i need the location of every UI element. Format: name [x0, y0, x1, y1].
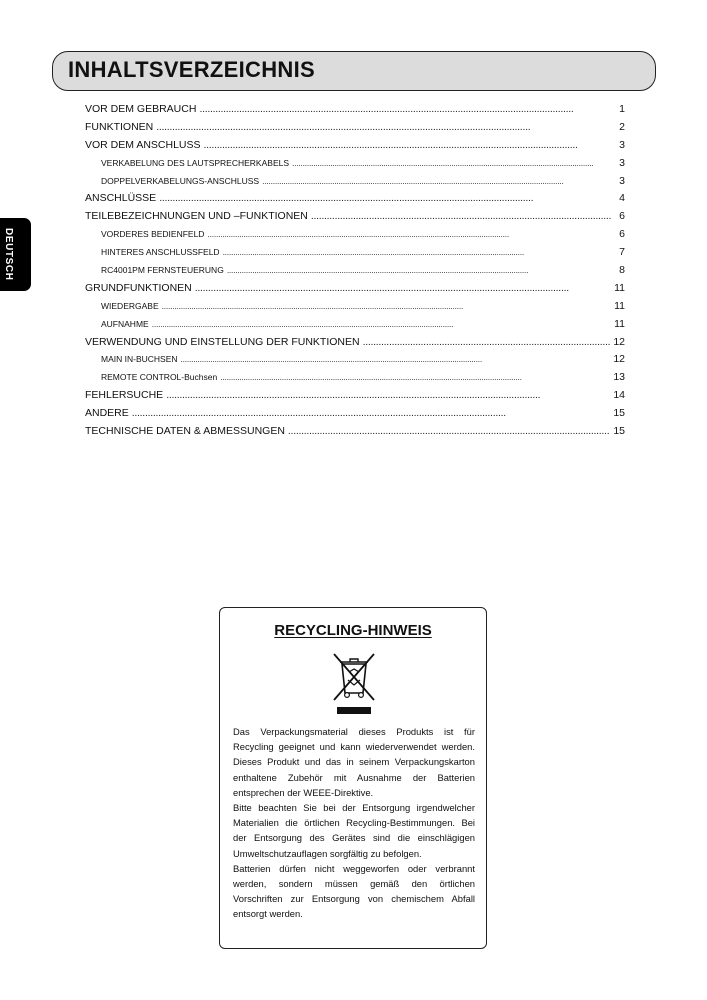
- toc-entry: [85, 351, 625, 369]
- toc-entry-label: MAIN IN-BUCHSEN: [101, 354, 178, 365]
- language-tab-label: DEUTSCH: [3, 228, 14, 281]
- toc-entry-label: VORDERES BEDIENFELD: [101, 229, 205, 240]
- toc-leader-dots: [207, 226, 612, 244]
- toc-entry-page: 15: [613, 425, 625, 438]
- toc-entry-page: 3: [619, 138, 625, 151]
- recycling-title: RECYCLING-HINWEIS: [274, 622, 432, 639]
- toc-entry-label: FEHLERSUCHE: [85, 389, 164, 402]
- toc-entry-label: FUNKTIONEN: [85, 120, 154, 133]
- toc-leader-dots: [292, 155, 612, 173]
- toc-entry-label: HINTERES ANSCHLUSSFELD: [101, 247, 220, 258]
- toc-leader-dots: [199, 101, 612, 119]
- toc-entry-label: TEILEBEZEICHNUNGEN UND –FUNKTIONEN: [85, 210, 308, 223]
- toc-entry: [85, 190, 625, 208]
- toc-entry: [85, 334, 625, 352]
- toc-entry-page: 11: [614, 281, 625, 294]
- toc-entry: [85, 226, 625, 244]
- toc-entry: [85, 137, 625, 155]
- table-of-contents: [85, 101, 625, 441]
- toc-entry-label: DOPPELVERKABELUNGS-ANSCHLUSS: [101, 175, 260, 186]
- title-bar: [52, 51, 656, 91]
- toc-entry-label: ANSCHLÜSSE: [85, 192, 157, 205]
- toc-leader-dots: [288, 423, 610, 441]
- toc-leader-dots: [166, 387, 610, 405]
- toc-leader-dots: [311, 208, 612, 226]
- toc-entry-page: 13: [613, 371, 625, 384]
- toc-entry-label: GRUNDFUNKTIONEN: [85, 281, 192, 294]
- toc-entry: [85, 101, 625, 119]
- crossed-out-wheelie-bin-icon: [329, 648, 379, 718]
- toc-entry-page: 7: [619, 246, 625, 259]
- toc-leader-dots: [162, 298, 611, 316]
- toc-entry-page: 12: [613, 353, 625, 366]
- toc-leader-dots: [363, 334, 611, 352]
- toc-entry-page: 8: [619, 264, 625, 277]
- toc-leader-dots: [195, 280, 611, 298]
- toc-entry-page: 4: [619, 192, 625, 205]
- toc-entry-label: WIEDERGABE: [101, 300, 159, 311]
- toc-entry: [85, 316, 625, 334]
- recycling-text: [233, 724, 475, 922]
- toc-entry-label: AUFNAHME: [101, 318, 149, 329]
- page-title: INHALTSVERZEICHNIS: [68, 57, 316, 82]
- toc-entry: [85, 155, 625, 173]
- toc-entry: [85, 208, 625, 226]
- toc-leader-dots: [227, 262, 612, 280]
- toc-entry-page: 1: [619, 103, 625, 115]
- toc-entry-label: TECHNISCHE DATEN & ABMESSUNGEN: [85, 425, 285, 438]
- recycling-paragraph: Bitte beachten Sie bei der Entsorgung irgendwelcher Materialien die örtlichen Recycling-Bestimmungen. Bei der Entsorgung des Gerätes sind die einschlägigen Umweltschutzauflagen sorgfältig zu befolgen.: [233, 802, 475, 859]
- toc-entry: [85, 369, 625, 387]
- toc-entry-label: VERKABELUNG DES LAUTSPRECHERKABELS: [101, 157, 290, 168]
- language-tab: [0, 218, 31, 291]
- toc-entry-page: 2: [619, 120, 625, 133]
- toc-entry: [85, 405, 625, 423]
- toc-entry-page: 3: [619, 156, 625, 169]
- toc-entry: [85, 244, 625, 262]
- toc-entry-page: 12: [613, 335, 625, 348]
- toc-entry-page: 6: [619, 210, 625, 223]
- toc-leader-dots: [181, 351, 611, 369]
- toc-entry-page: 3: [619, 174, 625, 187]
- toc-entry-label: VOR DEM ANSCHLUSS: [85, 138, 201, 151]
- toc-entry: [85, 298, 625, 316]
- recycling-paragraph: Das Verpackungsmaterial dieses Produkts ist für Recycling geeignet und kann wiederverwendet werden. Dieses Produkt und das in seinem Verpackungskarton enthaltene Zubehör mit Ausnahme der Batterien entsprechen der WEEE-Direktive.: [233, 726, 475, 798]
- toc-entry: [85, 423, 625, 441]
- recycling-paragraph: Batterien dürfen nicht weggeworfen oder verbrannt werden, sondern müssen gemäß den örtlichen Vorschriften zur Entsorgung von chemischem Abfall entsorgt werden.: [233, 862, 475, 920]
- toc-leader-dots: [262, 173, 612, 191]
- toc-leader-dots: [220, 369, 610, 387]
- toc-entry-label: VOR DEM GEBRAUCH: [85, 103, 197, 115]
- toc-entry-label: RC4001PM FERNSTEUERUNG: [101, 265, 224, 276]
- toc-entry: [85, 119, 625, 137]
- toc-entry-page: 15: [613, 407, 625, 420]
- toc-entry-page: 11: [614, 317, 625, 330]
- toc-entry: [85, 387, 625, 405]
- toc-leader-dots: [132, 405, 611, 423]
- toc-entry: [85, 173, 625, 191]
- toc-leader-dots: [223, 244, 612, 262]
- toc-entry-label: ANDERE: [85, 407, 129, 420]
- toc-entry: [85, 262, 625, 280]
- toc-entry-page: 14: [613, 389, 625, 402]
- toc-entry-label: REMOTE CONTROL-Buchsen: [101, 372, 218, 383]
- toc-entry-label: VERWENDUNG UND EINSTELLUNG DER FUNKTIONEN: [85, 335, 360, 348]
- toc-leader-dots: [204, 137, 612, 155]
- toc-leader-dots: [156, 119, 612, 137]
- toc-entry-page: 11: [614, 299, 625, 312]
- toc-leader-dots: [159, 190, 612, 208]
- toc-entry: [85, 280, 625, 298]
- recycling-notice: [219, 607, 487, 949]
- toc-entry-page: 6: [619, 228, 625, 241]
- toc-leader-dots: [152, 316, 611, 334]
